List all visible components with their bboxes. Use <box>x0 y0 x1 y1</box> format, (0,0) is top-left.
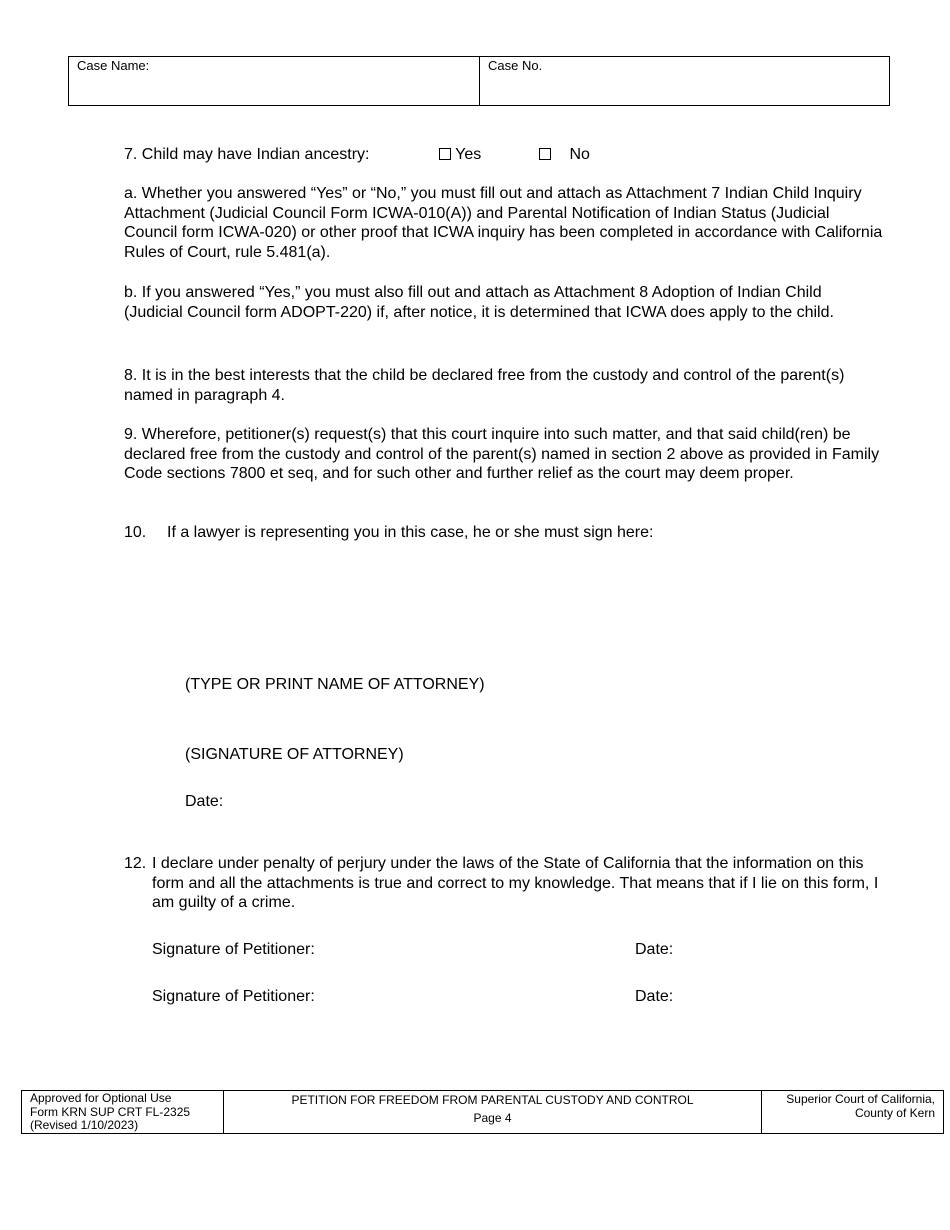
footer-court-line2: County of Kern <box>854 1106 935 1120</box>
petitioner-signature-2-label: Signature of Petitioner: <box>152 988 315 1005</box>
footer-court-info <box>762 1091 943 1133</box>
footer-form-number: Form KRN SUP CRT FL-2325 <box>30 1104 191 1119</box>
item12-number: 12. <box>124 855 147 872</box>
footer-revised: (Revised 1/10/2023) <box>30 1118 139 1132</box>
yes-label: Yes <box>455 146 482 163</box>
item7-question: 7. Child may have Indian ancestry: <box>124 146 370 163</box>
no-option[interactable] <box>539 145 590 165</box>
case-number-label: Case No. <box>488 58 543 73</box>
footer-court-line1: Superior Court of California, <box>786 1092 935 1106</box>
attorney-name-label: (TYPE OR PRINT NAME OF ATTORNEY) <box>185 676 485 693</box>
footer-form-info <box>22 1091 224 1133</box>
item10-text: If a lawyer is representing you in this case, he or she must sign here: <box>167 524 654 541</box>
case-name-label: Case Name: <box>77 58 150 73</box>
case-name-field[interactable] <box>69 57 480 105</box>
footer-title-block <box>224 1091 762 1133</box>
petitioner-signature-1-label: Signature of Petitioner: <box>152 941 315 958</box>
no-label: No <box>569 146 590 163</box>
item8-paragraph: 8. It is in the best interests that the child be declared free from the custody and control of the parent(s) named in paragraph 4. <box>124 367 845 404</box>
footer-approved: Approved for Optional Use <box>30 1091 172 1105</box>
petitioner-date-1-label: Date: <box>635 941 674 958</box>
case-number-field[interactable] <box>480 57 889 105</box>
petitioner-date-2-label: Date: <box>635 988 674 1005</box>
attorney-signature-label: (SIGNATURE OF ATTORNEY) <box>185 746 404 763</box>
item12-text: I declare under penalty of perjury under the laws of the State of California that the information on this form and all the attachments is true and correct to my knowledge. That means that if I lie on this form, I am guilty of a crime. <box>152 855 879 911</box>
footer-page-number: Page 4 <box>473 1111 512 1125</box>
item7-paragraph-a: a. Whether you answered “Yes” or “No,” you must fill out and attach as Attachment 7 Indian Child Inquiry Attachment (Judicial Council Form ICWA-010(A)) and Parental Notification of Indian Status (Judicial Council form ICWA-020) or other proof that ICWA inquiry has been completed in accordance with California Rules of Court, rule 5.481(a). <box>124 185 883 261</box>
footer-form-title: PETITION FOR FREEDOM FROM PARENTAL CUSTODY AND CONTROL <box>291 1093 694 1107</box>
item9-paragraph: 9. Wherefore, petitioner(s) request(s) that this court inquire into such matter, and that said child(ren) be declared free from the custody and control of the parent(s) named in section 2 above as provided in Family Code sections 7800 et seq, and for such other and further relief as the court may deem proper. <box>124 426 880 482</box>
form-footer <box>21 1090 944 1134</box>
no-checkbox[interactable] <box>539 148 551 160</box>
yes-checkbox[interactable] <box>439 148 451 160</box>
attorney-date-label: Date: <box>185 793 224 810</box>
case-header <box>68 56 890 106</box>
yes-option[interactable] <box>439 145 481 165</box>
item10-number: 10. <box>124 524 147 541</box>
item7-paragraph-b: b. If you answered “Yes,” you must also fill out and attach as Attachment 8 Adoption of Indian Child (Judicial Council form ADOPT-220) if, after notice, it is determined that ICWA does apply to the child. <box>124 284 834 321</box>
